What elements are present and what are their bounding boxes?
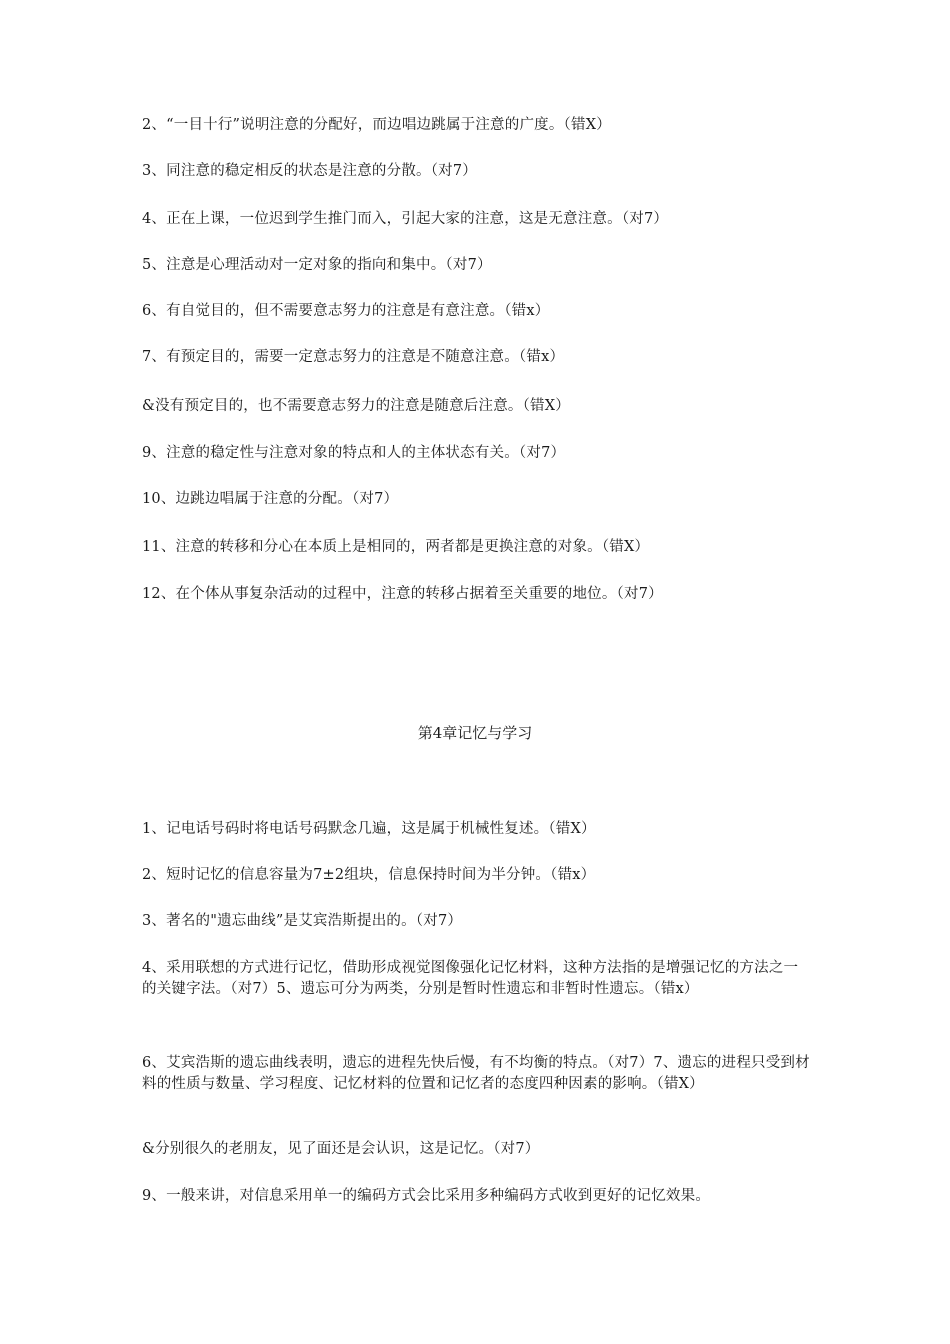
statement-attention-7: 7、有预定目的，需要一定意志努力的注意是不随意注意。（错x） [142, 349, 565, 365]
statement-attention-2: 2、“一目十行”说明注意的分配好，而边唱边跳属于注意的广度。（错X） [142, 117, 611, 133]
statement-attention-8: &没有预定目的，也不需要意志努力的注意是随意后注意。（错X） [142, 398, 570, 414]
statement-attention-6: 6、有自觉目的，但不需要意志努力的注意是有意注意。（错x） [142, 303, 550, 319]
statement-attention-3: 3、同注意的稳定相反的状态是注意的分散。（对7） [142, 163, 477, 179]
statement-memory-2: 2、短时记忆的信息容量为7±2组块，信息保持时间为半分钟。（错x） [142, 867, 596, 883]
statement-attention-10: 10、边跳边唱属于注意的分配。（对7） [142, 491, 399, 507]
statement-memory-8: &分别很久的老朋友，见了面还是会认识，这是记忆。（对7） [142, 1141, 540, 1157]
statement-memory-1: 1、记电话号码时将电话号码默念几遍，这是属于机械性复述。（错X） [142, 821, 596, 837]
statement-attention-9: 9、注意的稳定性与注意对象的特点和人的主体状态有关。（对7） [142, 445, 566, 461]
statement-attention-12: 12、在个体从事复杂活动的过程中，注意的转移占据着至关重要的地位。（对7） [142, 586, 663, 602]
statement-attention-11: 11、注意的转移和分心在本质上是相同的，两者都是更换注意的对象。（错X） [142, 539, 650, 555]
chapter-heading: 第4章记忆与学习 [417, 724, 533, 742]
statement-attention-4: 4、正在上课，一位迟到学生推门而入，引起大家的注意，这是无意注意。（对7） [142, 211, 669, 227]
statement-memory-3: 3、著名的"遗忘曲线”是艾宾浩斯提出的。（对7） [142, 913, 463, 929]
statement-memory-9: 9、一般来讲，对信息采用单一的编码方式会比采用多种编码方式收到更好的记忆效果。 [142, 1188, 711, 1204]
statement-attention-5: 5、注意是心理活动对一定对象的指向和集中。（对7） [142, 257, 492, 273]
statement-memory-4-5: 4、采用联想的方式进行记忆，借助形成视觉图像强化记忆材料，这种方法指的是增强记忆的方法之一的关键字法。（对7）5、遗忘可分为两类，分别是暂时性遗忘和非暂时性遗忘。（错x） [142, 960, 799, 997]
statement-memory-6-7: 6、艾宾浩斯的遗忘曲线表明，遗忘的进程先快后慢，有不均衡的特点。（对7）7、遗忘的进程只受到材料的性质与数量、学习程度、记忆材料的位置和记忆者的态度四种因素的影响。（错X） [142, 1055, 810, 1092]
